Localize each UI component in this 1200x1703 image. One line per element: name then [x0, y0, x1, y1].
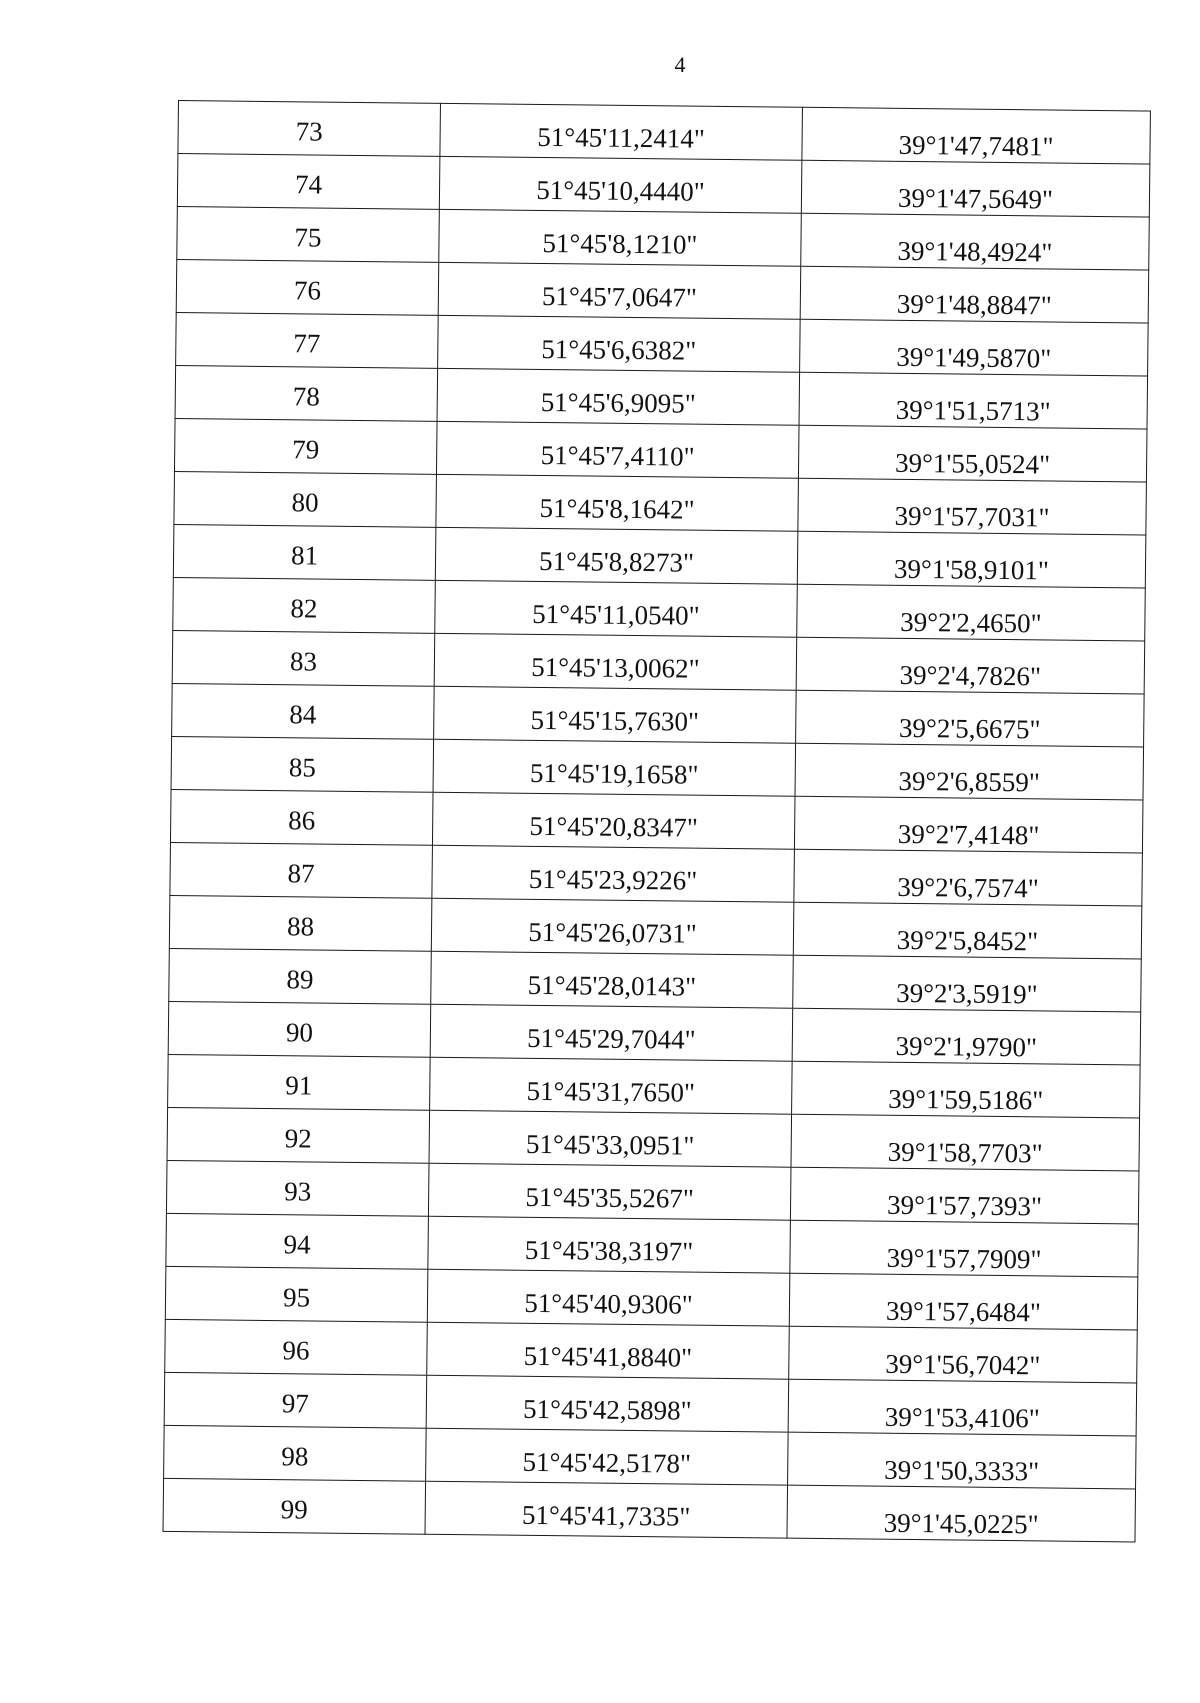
point-number-cell	[178, 101, 441, 157]
longitude-cell-text: 39°2'1,9790"	[895, 1030, 1038, 1062]
latitude-cell-text: 51°45'35,5267"	[525, 1181, 695, 1214]
longitude-cell-text: 39°1'57,7909"	[886, 1242, 1042, 1274]
point-number-cell-text: 76	[293, 274, 322, 306]
point-number-cell-text: 77	[293, 327, 321, 359]
longitude-cell	[794, 849, 1143, 906]
point-number-cell-text: 96	[282, 1334, 310, 1365]
longitude-cell	[789, 1273, 1138, 1330]
longitude-cell-text: 39°2'2,4650"	[900, 606, 1042, 638]
latitude-cell	[438, 315, 801, 372]
latitude-cell-text: 51°45'11,0540"	[532, 598, 700, 631]
longitude-cell-text: 39°1'58,7703"	[887, 1136, 1043, 1168]
longitude-cell	[801, 160, 1150, 217]
latitude-cell-text: 51°45'8,1642"	[539, 492, 695, 525]
latitude-cell-text: 51°45'8,1210"	[542, 227, 698, 260]
latitude-cell-text: 51°45'8,8273"	[538, 545, 695, 578]
longitude-cell	[793, 902, 1142, 959]
point-number-cell-text: 78	[292, 380, 320, 412]
point-number-cell-text: 79	[292, 433, 320, 465]
latitude-cell	[434, 633, 797, 690]
latitude-cell	[432, 845, 795, 902]
longitude-cell-text: 39°2'4,7826"	[899, 659, 1042, 691]
point-number-cell	[168, 1001, 431, 1057]
point-number-cell	[167, 1107, 430, 1163]
latitude-cell	[437, 368, 800, 425]
latitude-cell-text: 51°45'31,7650"	[526, 1075, 696, 1108]
latitude-cell-text: 51°45'28,0143"	[527, 969, 697, 1002]
longitude-cell	[795, 743, 1144, 800]
longitude-cell	[797, 531, 1146, 588]
longitude-cell-text: 39°1'55,0524"	[894, 447, 1051, 479]
longitude-cell	[801, 213, 1150, 270]
longitude-cell	[788, 1379, 1137, 1436]
longitude-cell-text: 39°1'57,6484"	[885, 1295, 1042, 1327]
longitude-cell-text: 39°1'48,4924"	[897, 235, 1053, 267]
longitude-cell	[787, 1485, 1136, 1542]
coordinates-table-wrapper	[163, 100, 1150, 1542]
point-number-cell	[174, 471, 437, 527]
point-number-cell	[169, 948, 432, 1004]
latitude-cell	[440, 103, 803, 160]
point-number-cell-text: 86	[288, 804, 316, 836]
longitude-cell	[790, 1220, 1139, 1277]
longitude-cell-text: 39°1'57,7393"	[886, 1189, 1043, 1221]
latitude-cell	[438, 262, 801, 319]
point-number-cell	[168, 1054, 431, 1110]
coordinates-table-body	[163, 101, 1150, 1542]
longitude-cell-text: 39°2'5,6675"	[898, 712, 1041, 744]
point-number-cell-text: 93	[284, 1175, 312, 1207]
point-number-cell	[164, 1372, 427, 1428]
longitude-cell-text: 39°1'49,5870"	[896, 341, 1052, 373]
longitude-cell-text: 39°1'59,5186"	[888, 1083, 1044, 1115]
coordinates-table	[163, 100, 1151, 1542]
point-number-cell-text: 94	[283, 1228, 311, 1260]
longitude-cell	[796, 637, 1145, 694]
latitude-cell-text: 51°45'42,5898"	[522, 1393, 692, 1426]
longitude-cell	[802, 107, 1151, 164]
latitude-cell-text: 51°45'7,4110"	[540, 439, 695, 472]
point-number-cell-text: 91	[285, 1069, 313, 1101]
latitude-cell-text: 51°45'26,0731"	[528, 916, 697, 949]
point-number-cell-text: 90	[285, 1016, 314, 1048]
point-number-cell-text: 81	[290, 539, 319, 571]
point-number-cell	[163, 1478, 426, 1534]
point-number-cell-text: 92	[284, 1122, 312, 1154]
point-number-cell-text: 80	[291, 486, 319, 518]
longitude-cell	[796, 690, 1145, 747]
point-number-cell	[176, 259, 439, 315]
latitude-cell-text: 51°45'29,7044"	[526, 1022, 696, 1055]
latitude-cell-text: 51°45'23,9226"	[528, 863, 698, 896]
latitude-cell	[427, 1322, 790, 1379]
point-number-cell	[174, 418, 437, 474]
longitude-cell	[797, 584, 1146, 641]
latitude-cell	[432, 792, 795, 849]
point-number-cell	[170, 842, 433, 898]
latitude-cell	[435, 580, 798, 637]
latitude-cell	[426, 1428, 789, 1485]
latitude-cell-text: 51°45'10,4440"	[536, 174, 705, 207]
latitude-cell	[433, 739, 796, 796]
latitude-cell	[426, 1375, 789, 1432]
longitude-cell	[788, 1432, 1137, 1489]
point-number-cell	[173, 524, 436, 580]
latitude-cell	[436, 421, 799, 478]
point-number-cell	[169, 895, 432, 951]
point-number-cell	[172, 630, 435, 686]
longitude-cell-text: 39°1'47,7481"	[898, 129, 1054, 161]
latitude-cell-text: 51°45'15,7630"	[530, 704, 700, 737]
page-number: 4	[674, 52, 686, 77]
point-number-cell-text: 99	[280, 1493, 308, 1524]
latitude-cell	[434, 686, 797, 743]
latitude-cell	[435, 527, 798, 584]
longitude-cell	[798, 425, 1147, 482]
point-number-cell	[165, 1266, 428, 1322]
latitude-cell	[428, 1216, 791, 1273]
point-number-cell	[170, 789, 433, 845]
latitude-cell-text: 51°45'41,7335"	[521, 1499, 691, 1532]
latitude-cell-text: 51°45'6,6382"	[541, 333, 697, 366]
longitude-cell-text: 39°2'5,8452"	[896, 924, 1039, 956]
point-number-cell-text: 82	[290, 592, 318, 624]
point-number-cell	[165, 1319, 428, 1375]
longitude-cell-text: 39°2'7,4148"	[897, 818, 1040, 850]
longitude-cell	[789, 1326, 1138, 1383]
point-number-cell	[177, 154, 440, 210]
latitude-cell	[439, 156, 802, 213]
latitude-cell-text: 51°45'40,9306"	[524, 1287, 693, 1320]
longitude-cell	[799, 372, 1148, 429]
point-number-cell-text: 75	[294, 221, 322, 253]
point-number-cell-text: 89	[286, 963, 314, 995]
latitude-cell	[425, 1481, 788, 1538]
latitude-cell	[430, 1004, 793, 1061]
point-number-cell	[176, 312, 439, 368]
longitude-cell	[794, 796, 1143, 853]
longitude-cell-text: 39°2'6,8559"	[898, 765, 1041, 797]
point-number-cell-text: 83	[289, 645, 318, 677]
longitude-cell-text: 39°1'51,5713"	[895, 394, 1051, 426]
longitude-cell	[792, 1008, 1141, 1065]
latitude-cell-text: 51°45'13,0062"	[531, 651, 700, 684]
longitude-cell	[791, 1114, 1140, 1171]
point-number-cell-text: 73	[295, 115, 323, 147]
point-number-cell-text: 98	[281, 1440, 309, 1471]
latitude-cell-text: 51°45'41,8840"	[523, 1340, 693, 1373]
longitude-cell	[793, 955, 1142, 1012]
longitude-cell	[790, 1167, 1139, 1224]
longitude-cell-text: 39°1'48,8847"	[896, 288, 1052, 320]
longitude-cell	[798, 478, 1147, 535]
longitude-cell-text: 39°2'3,5919"	[896, 977, 1038, 1009]
point-number-cell	[166, 1160, 429, 1216]
longitude-cell-text: 39°2'6,7574"	[897, 871, 1039, 903]
latitude-cell-text: 51°45'20,8347"	[529, 810, 699, 843]
latitude-cell-text: 51°45'33,0951"	[525, 1128, 695, 1161]
latitude-cell-text: 51°45'7,0647"	[541, 280, 698, 313]
latitude-cell-text: 51°45'6,9095"	[540, 386, 696, 419]
latitude-cell	[439, 209, 802, 266]
point-number-cell-text: 85	[288, 751, 316, 783]
point-number-cell	[177, 206, 440, 262]
latitude-cell	[427, 1269, 790, 1326]
point-number-cell-text: 84	[289, 698, 317, 730]
point-number-cell	[172, 683, 435, 739]
longitude-cell	[800, 319, 1149, 376]
point-number-cell-text: 88	[286, 910, 315, 942]
point-number-cell-text: 97	[281, 1387, 310, 1418]
longitude-cell-text: 39°1'47,5649"	[897, 182, 1054, 214]
longitude-cell-text: 39°1'56,7042"	[885, 1348, 1041, 1380]
longitude-cell-text: 39°1'58,9101"	[893, 553, 1050, 585]
latitude-cell	[431, 951, 794, 1008]
point-number-cell-text: 95	[282, 1281, 311, 1312]
point-number-cell	[173, 577, 436, 633]
latitude-cell-text: 51°45'11,2414"	[537, 121, 705, 154]
point-number-cell	[166, 1213, 429, 1269]
latitude-cell-text: 51°45'42,5178"	[522, 1446, 692, 1479]
longitude-cell-text: 39°1'50,3333"	[884, 1454, 1040, 1486]
longitude-cell	[792, 1061, 1141, 1118]
latitude-cell	[436, 474, 799, 531]
latitude-cell-text: 51°45'19,1658"	[529, 757, 699, 790]
longitude-cell	[800, 266, 1149, 323]
table-row	[163, 1478, 1136, 1542]
latitude-cell	[431, 898, 794, 955]
latitude-cell	[428, 1163, 791, 1220]
point-number-cell-text: 74	[294, 168, 323, 200]
latitude-cell	[429, 1110, 792, 1167]
longitude-cell-text: 39°1'45,0225"	[883, 1507, 1039, 1539]
point-number-cell-text: 87	[287, 857, 315, 889]
point-number-cell	[175, 365, 438, 421]
longitude-cell-text: 39°1'53,4106"	[884, 1401, 1040, 1433]
longitude-cell-text: 39°1'57,7031"	[894, 500, 1050, 532]
point-number-cell	[171, 736, 434, 792]
latitude-cell-text: 51°45'38,3197"	[524, 1234, 694, 1267]
latitude-cell	[430, 1057, 793, 1114]
point-number-cell	[164, 1425, 427, 1481]
